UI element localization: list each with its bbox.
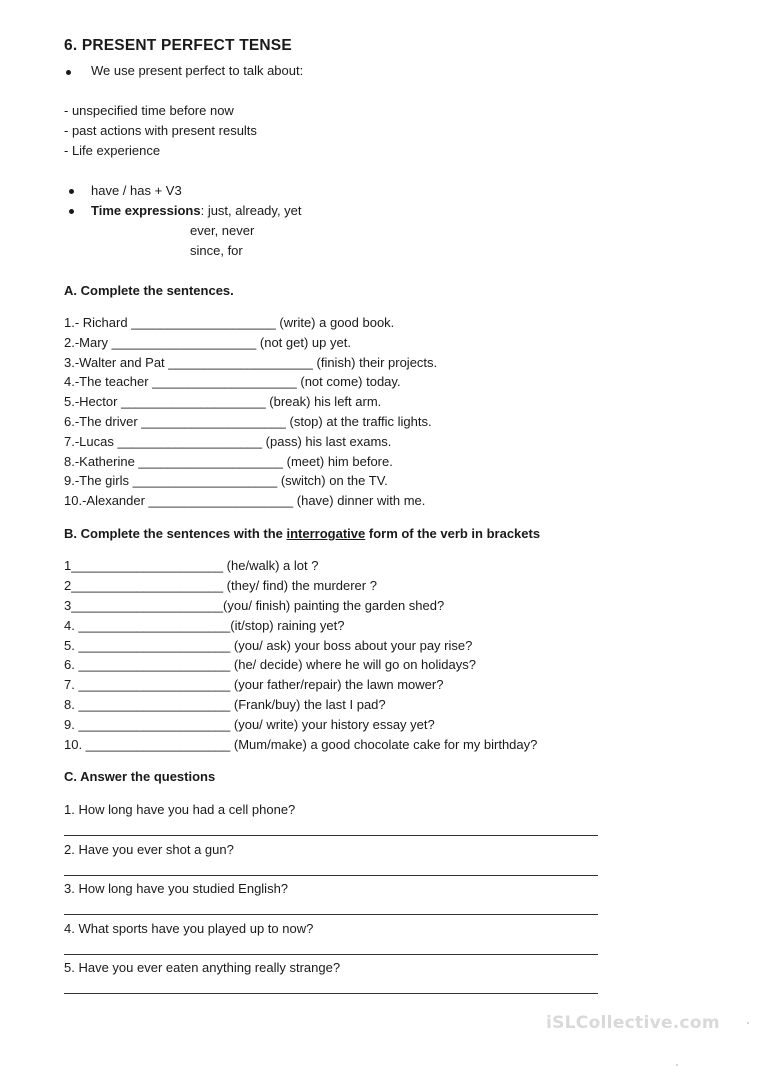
section-b-item: 5. _____________________ (you/ ask) your boss about your pay rise? (64, 638, 473, 653)
intro-bullet: We use present perfect to talk about: (91, 63, 304, 78)
time-expressions-line2: ever, never (190, 223, 255, 238)
use-item: - past actions with present results (64, 123, 257, 138)
bullet-icon (66, 70, 71, 75)
watermark-logo: iSLCollective.com (546, 1013, 720, 1033)
answer-line[interactable] (64, 954, 598, 955)
section-b-heading (64, 526, 540, 542)
section-b-item: 7. _____________________ (your father/repair) the lawn mower? (64, 677, 444, 692)
section-c-question: 2. Have you ever shot a gun? (64, 842, 234, 857)
section-b-item: 2_____________________ (they/ find) the murderer ? (64, 578, 377, 593)
section-a-item: 1.- Richard ____________________ (write) a good book. (64, 315, 395, 330)
section-a-item: 8.-Katherine ____________________ (meet) him before. (64, 454, 393, 469)
section-c-question: 1. How long have you had a cell phone? (64, 802, 296, 817)
section-a-item: 10.-Alexander ____________________ (have) dinner with me. (64, 493, 426, 508)
section-b-item: 8. _____________________ (Frank/buy) the last I pad? (64, 697, 386, 712)
section-a-item: 5.-Hector ____________________ (break) his left arm. (64, 394, 382, 409)
bullet-icon (69, 209, 74, 214)
time-expressions (91, 203, 302, 219)
section-a-item: 4.-The teacher ____________________ (not come) today. (64, 374, 401, 389)
answer-line[interactable] (64, 835, 598, 836)
section-a-heading: A. Complete the sentences. (64, 283, 234, 298)
section-a-item: 2.-Mary ____________________ (not get) up yet. (64, 335, 351, 350)
section-b-item: 1_____________________ (he/walk) a lot ? (64, 558, 319, 573)
time-expressions-label: Time expressions (91, 203, 201, 218)
formula: have / has + V3 (91, 183, 182, 198)
use-item: - Life experience (64, 143, 161, 158)
section-a-item: 7.-Lucas ____________________ (pass) his last exams. (64, 434, 392, 449)
section-b-item: 6. _____________________ (he/ decide) where he will go on holidays? (64, 657, 476, 672)
time-expressions-line3: since, for (190, 243, 243, 258)
section-b-item: 3_____________________(you/ finish) painting the garden shed? (64, 598, 445, 613)
section-b-item: 10. ____________________ (Mum/make) a good chocolate cake for my birthday? (64, 737, 538, 752)
section-b-item: 9. _____________________ (you/ write) your history essay yet? (64, 717, 435, 732)
section-c-question: 3. How long have you studied English? (64, 881, 289, 896)
section-b-item: 4. _____________________(it/stop) raining yet? (64, 618, 345, 633)
answer-line[interactable] (64, 875, 598, 876)
answer-line[interactable] (64, 993, 598, 994)
bullet-icon (69, 189, 74, 194)
section-b-heading-underlined: interrogative (286, 526, 366, 541)
section-c-question: 4. What sports have you played up to now? (64, 921, 314, 936)
section-b-heading-post: form of the verb in brackets (365, 526, 541, 541)
speck-mark (676, 1064, 678, 1066)
use-item: - unspecified time before now (64, 103, 234, 118)
speck-mark (747, 1022, 749, 1024)
section-a-item: 6.-The driver ____________________ (stop) at the traffic lights. (64, 414, 432, 429)
section-a-item: 9.-The girls ____________________ (switch) on the TV. (64, 473, 388, 488)
time-expressions-line1: : just, already, yet (200, 203, 302, 218)
section-c-question: 5. Have you ever eaten anything really strange? (64, 960, 341, 975)
page-title: 6. PRESENT PERFECT TENSE (64, 37, 292, 54)
section-c-heading: C. Answer the questions (64, 769, 216, 784)
answer-line[interactable] (64, 914, 598, 915)
section-b-heading-pre: B. Complete the sentences with the (64, 526, 287, 541)
section-a-item: 3.-Walter and Pat ____________________ (finish) their projects. (64, 355, 438, 370)
